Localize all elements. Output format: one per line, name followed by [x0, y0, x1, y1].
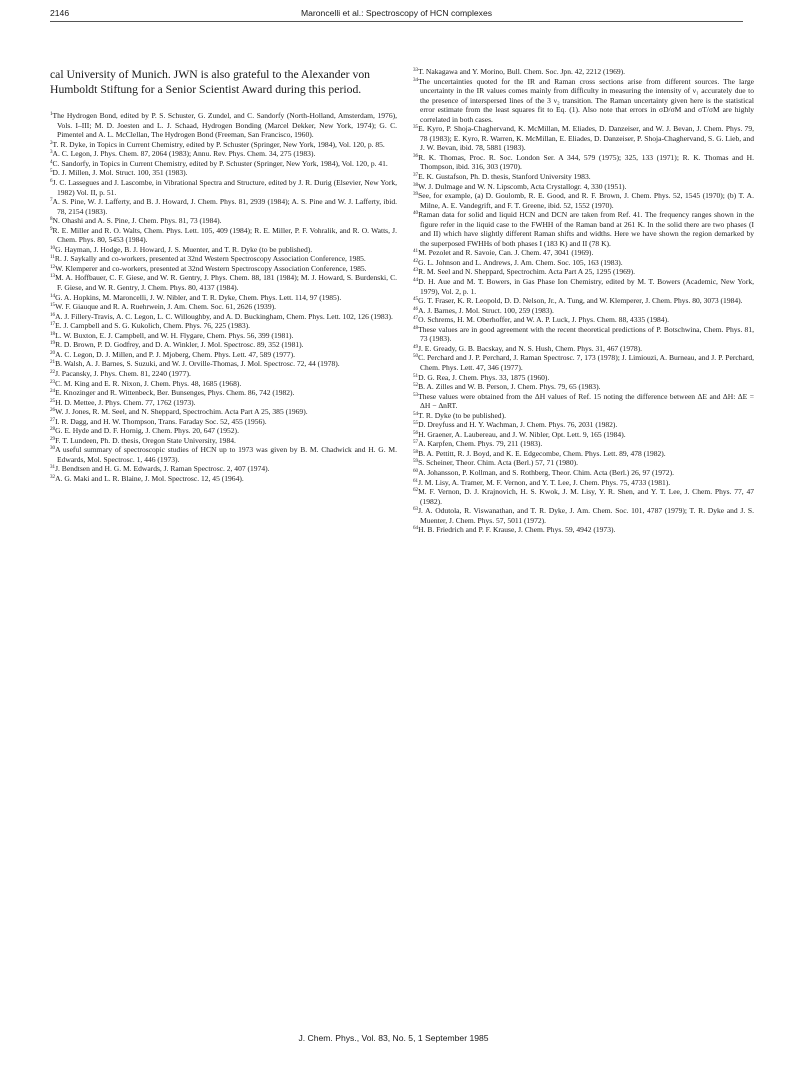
reference-text: W. F. Giauque and R. A. Ruehrwein, J. Am. Chem. Soc. 61, 2626 (1939). — [55, 302, 276, 312]
reference-number: 3 — [50, 149, 53, 156]
reference-number: 7 — [50, 197, 53, 204]
reference-number: 39 — [413, 191, 419, 198]
reference-text: O. Schrems, H. M. Oberhoffer, and W. A. P. Luck, J. Phys. Chem. 88, 4335 (1984). — [418, 315, 669, 325]
reference-text: E. K. Gustafson, Ph. D. thesis, Stanford University 1983. — [418, 172, 591, 182]
reference-item — [50, 168, 397, 178]
reference-text: C. M. King and E. R. Nixon, J. Chem. Phys. 48, 1685 (1968). — [55, 378, 242, 388]
reference-text: These values were obtained from the ΔH values of Ref. 15 noting the difference between ΔE and ΔH: ΔE = ΔH − ΔnRT. — [418, 391, 754, 411]
reference-text: The uncertainties quoted for the IR and Raman cross sections arise from different sources. The large uncertainty in the IR values comes mainly from difficulty in measuring the intensity of ν₁ accurately due to the presence of interspersed lines of the 3 ν₂ transition. The Raman uncertainty given here is the statistical error estimate from the least squares fit to Eq. (1). Also note that errors in σD/σM and σT/σM are highly correlated in both cases. — [418, 76, 754, 124]
reference-number: 12 — [50, 263, 56, 270]
reference-item — [50, 216, 397, 226]
reference-number: 6 — [50, 178, 53, 185]
reference-item — [413, 191, 754, 210]
reference-text: T. Nakagawa and Y. Morino, Bull. Chem. Soc. Jpn. 42, 2212 (1969). — [418, 67, 626, 76]
reference-number: 29 — [50, 435, 56, 442]
reference-text: A. Karpfen, Chem. Phys. 79, 211 (1983). — [418, 439, 543, 449]
reference-number: 58 — [413, 448, 419, 455]
reference-item — [50, 445, 397, 464]
reference-text: J. M. Lisy, A. Tramer, M. F. Vernon, and Y. T. Lee, J. Chem. Phys. 75, 4733 (1981). — [418, 477, 671, 487]
reference-number: 27 — [50, 416, 56, 423]
reference-text: A. Johansson, P. Kollman, and S. Rothberg, Theor. Chim. Acta (Berl.) 26, 97 (1972). — [418, 467, 674, 477]
reference-number: 28 — [50, 426, 56, 433]
reference-number: 48 — [413, 324, 419, 331]
reference-item — [413, 525, 754, 535]
reference-item — [50, 417, 397, 427]
reference-item — [50, 254, 397, 264]
reference-item — [413, 258, 754, 268]
reference-item — [413, 430, 754, 440]
reference-item — [413, 325, 754, 344]
reference-number: 57 — [413, 439, 419, 446]
reference-item — [50, 245, 397, 255]
reference-text: W. J. Dulmage and W. N. Lipscomb, Acta Crystallogr. 4, 330 (1951). — [418, 181, 627, 191]
reference-item — [413, 392, 754, 411]
reference-text: J. A. Odutola, R. Viswanathan, and T. R. Dyke, J. Am. Chem. Soc. 101, 4787 (1979); T. R. Dyke and J. S. Muenter, J. Chem. Phys. 57, 5011 (1972). — [418, 506, 754, 525]
reference-item — [413, 153, 754, 172]
reference-number: 10 — [50, 244, 56, 251]
reference-text: C. Perchard and J. P. Perchard, J. Raman Spectrosc. 7, 173 (1978); J. Limiouzi, A. Burneau, and J. P. Perchard, Chem. Phys. Lett. 47, 346 (1977). — [418, 353, 754, 372]
reference-item — [413, 411, 754, 421]
reference-number: 36 — [413, 152, 419, 159]
reference-number: 8 — [50, 216, 53, 223]
reference-text: G. T. Fraser, K. R. Leopold, D. D. Nelson, Jr., A. Tung, and W. Klemperer, J. Chem. Phys. 80, 3073 (1984). — [418, 296, 743, 306]
reference-item — [50, 197, 397, 216]
reference-item — [413, 439, 754, 449]
reference-item — [413, 382, 754, 392]
reference-number: 40 — [413, 210, 419, 217]
reference-text: Raman data for solid and liquid HCN and DCN are taken from Ref. 41. The frequency ranges shown in the figure refer in the liquid case to the FWHH of the Raman band at 261 K. In the solid there are two phases (I and II) which have slightly different Raman shifts and widths. Here we have shown the region demarked by the superposed FWHHs of both phases I (183 K) and II (78 K). — [418, 210, 754, 248]
reference-text: G. E. Hyde and D. F. Hornig, J. Chem. Phys. 20, 647 (1952). — [55, 426, 239, 436]
reference-number: 23 — [50, 378, 56, 385]
reference-text: S. Scheiner, Theor. Chim. Acta (Berl.) 57, 71 (1980). — [418, 458, 578, 468]
reference-text: C. Sandorfy, in Topics in Current Chemistry, edited by P. Schuster (Springer, New York, 1984), Vol. 120, p. 41. — [52, 158, 388, 168]
reference-item — [50, 111, 397, 140]
reference-list-right — [413, 67, 754, 535]
reference-text: T. R. Dyke, in Topics in Current Chemistry, edited by P. Schuster (Springer, New York, 1984), Vol. 120, p. 85. — [52, 139, 385, 149]
running-header — [50, 7, 743, 22]
reference-text: H. B. Friedrich and P. F. Krause, J. Chem. Phys. 59, 4942 (1973). — [418, 525, 616, 535]
reference-text: G. A. Hopkins, M. Maroncelli, J. W. Nibler, and T. R. Dyke, Chem. Phys. Lett. 114, 97 (1985). — [55, 292, 342, 302]
reference-item — [50, 321, 397, 331]
reference-text: I. R. Dagg, and H. W. Thompson, Trans. Faraday Soc. 52, 455 (1956). — [55, 416, 267, 426]
reference-item — [50, 340, 397, 350]
running-head-title: Maroncelli et al.: Spectroscopy of HCN complexes — [300, 8, 493, 18]
reference-number: 34 — [413, 76, 419, 83]
reference-item — [50, 178, 397, 197]
reference-item — [50, 273, 397, 292]
reference-text: R. J. Saykally and co-workers, presented at 32nd Western Spectroscopy Association Conference, 1985. — [54, 254, 366, 264]
reference-number: 63 — [413, 506, 419, 513]
reference-number: 45 — [413, 296, 419, 303]
reference-item — [50, 331, 397, 341]
reference-number: 37 — [413, 172, 419, 179]
reference-text: J. C. Lassegues and J. Lascombe, in Vibrational Spectra and Structure, edited by J. R. Durig (Elsevier, New York, 1982) Vol. II, p. 51. — [52, 178, 397, 197]
reference-text: D. J. Millen, J. Mol. Struct. 100, 351 (1983). — [52, 168, 188, 178]
reference-text: H. D. Mettee, J. Phys. Chem. 77, 1762 (1973). — [55, 397, 196, 407]
reference-text: G. L. Johnson and L. Andrews, J. Am. Chem. Soc. 105, 163 (1983). — [418, 257, 623, 267]
reference-number: 14 — [50, 292, 56, 299]
reference-text: B. A. Zilles and W. B. Person, J. Chem. Phys. 79, 65 (1983). — [418, 382, 601, 392]
page-number: 2146 — [50, 8, 70, 18]
reference-item — [50, 264, 397, 274]
reference-item — [413, 67, 754, 77]
reference-item — [413, 458, 754, 468]
reference-text: D. H. Aue and M. T. Bowers, in Gas Phase Ion Chemistry, edited by M. T. Bowers (Academic, New York, 1979), Vol. 2, p. 1. — [418, 277, 754, 296]
reference-text: A. J. Barnes, J. Mol. Struct. 100, 259 (1983). — [418, 305, 554, 315]
reference-item — [50, 302, 397, 312]
reference-number: 9 — [50, 225, 53, 232]
reference-item — [50, 407, 397, 417]
reference-text: R. E. Miller and R. O. Walts, Chem. Phys. Lett. 105, 409 (1984); R. E. Miller, P. F. Vohralik, and R. O. Watts, J. Chem. Phys. 80, 5453 (1984). — [52, 225, 397, 245]
reference-item — [50, 369, 397, 379]
reference-text: A. J. Fillery-Travis, A. C. Legon, L. C. Willoughby, and A. D. Buckingham, Chem. Phys. Lett. 102, 126 (1983). — [55, 311, 393, 321]
reference-item — [413, 248, 754, 258]
reference-item — [413, 487, 754, 506]
reference-number: 55 — [413, 420, 419, 427]
reference-text: W. J. Jones, R. M. Seel, and N. Sheppard, Spectrochim. Acta Part A 25, 385 (1969). — [55, 407, 308, 417]
reference-item — [413, 306, 754, 316]
reference-number: 22 — [50, 368, 56, 375]
reference-item — [50, 226, 397, 245]
reference-item — [413, 420, 754, 430]
reference-item — [413, 468, 754, 478]
reference-text: N. Ohashi and A. S. Pine, J. Chem. Phys. 81, 73 (1984). — [52, 216, 222, 226]
right-column — [413, 67, 754, 535]
reference-number: 64 — [413, 525, 419, 532]
reference-item — [413, 296, 754, 306]
reference-item — [413, 182, 754, 192]
reference-text: A. S. Pine, W. J. Lafferty, and B. J. Howard, J. Chem. Phys. 81, 2939 (1984); A. S. Pine and W. J. Lafferty, ibid. 78, 2154 (1983). — [52, 197, 397, 216]
reference-number: 18 — [50, 330, 56, 337]
reference-list-left — [50, 111, 397, 483]
reference-item — [50, 464, 397, 474]
reference-item — [413, 124, 754, 153]
reference-item — [413, 267, 754, 277]
reference-text: J. Pacansky, J. Phys. Chem. 81, 2240 (1977). — [55, 368, 191, 378]
reference-text: The Hydrogen Bond, edited by P. S. Schuster, G. Zundel, and C. Sandorfy (North-Holland, Amsterdam, 1976), Vols. I–III; M. D. Joesten and L. J. Schaad, Hydrogen Bonding (Marcel Dekker, New York, 1974); G. C. Pimentel and A. L. McClellan, The Hydrogen Bond (Freeman, San Francisco, 1960). — [52, 111, 397, 140]
reference-number: 41 — [413, 248, 419, 255]
reference-number: 21 — [50, 359, 56, 366]
reference-text: J. Bendtsen and H. G. M. Edwards, J. Raman Spectrosc. 2, 407 (1974). — [55, 464, 270, 474]
reference-item — [413, 506, 754, 525]
reference-number: 33 — [413, 67, 419, 73]
journal-footer: J. Chem. Phys., Vol. 83, No. 5, 1 September 1985 — [298, 1033, 489, 1043]
reference-number: 11 — [50, 254, 55, 261]
reference-text: A. C. Legon, J. Phys. Chem. 87, 2064 (1983); Annu. Rev. Phys. Chem. 34, 275 (1983). — [52, 149, 316, 159]
reference-text: L. W. Buxton, E. J. Campbell, and W. H. Flygare, Chem. Phys. 56, 399 (1981). — [55, 330, 294, 340]
reference-item — [413, 449, 754, 459]
reference-number: 26 — [50, 407, 56, 414]
reference-text: M. F. Vernon, D. J. Krajnovich, H. S. Kwok, J. M. Lisy, Y. R. Shen, and Y. T. Lee, J. Chem. Phys. 77, 47 (1982). — [418, 487, 754, 506]
reference-item — [413, 315, 754, 325]
reference-text: See, for example, (a) D. Goulomb, R. E. Good, and R. F. Brown, J. Chem. Phys. 52, 1545 (1970); (b) T. A. Milne, A. E. Vandegrift, and F. T. Greene, ibid. 52, 1552 (1970). — [418, 191, 754, 210]
acknowledgment-text: cal University of Munich. JWN is also grateful to the Alexander von Humboldt Stiftung for a Senior Scientist Award during this period. — [50, 68, 371, 97]
reference-text: A. G. Maki and L. R. Blaine, J. Mol. Spectrosc. 12, 45 (1964). — [55, 473, 244, 483]
reference-item — [50, 426, 397, 436]
reference-text: R. K. Thomas, Proc. R. Soc. London Ser. A 344, 579 (1975); 325, 133 (1971); R. K. Thomas and H. Thompson, ibid. 316, 303 (1970). — [418, 152, 754, 172]
reference-number: 49 — [413, 343, 419, 350]
reference-number: 47 — [413, 315, 419, 322]
reference-item — [50, 359, 397, 369]
reference-number: 31 — [50, 464, 56, 471]
reference-number: 51 — [413, 372, 419, 379]
reference-number: 13 — [50, 273, 56, 280]
reference-item — [413, 172, 754, 182]
reference-number: 38 — [413, 181, 419, 188]
reference-text: These values are in good agreement with the recent theoretical predictions of P. Botschwina, Chem. Phys. 81, 73 (1983). — [418, 324, 754, 344]
reference-number: 60 — [413, 467, 419, 474]
reference-number: 15 — [50, 302, 56, 309]
reference-item — [413, 344, 754, 354]
reference-item — [50, 436, 397, 446]
reference-text: D. Dreyfuss and H. Y. Wachman, J. Chem. Phys. 76, 2031 (1982). — [418, 420, 618, 430]
reference-text: A useful summary of spectroscopic studies of HCN up to 1973 was given by B. M. Chadwick and H. G. M. Edwards, Mol. Spectrosc. 1, 446 (1973). — [55, 445, 397, 464]
reference-text: E. J. Campbell and S. G. Kukolich, Chem. Phys. 76, 225 (1983). — [55, 321, 251, 331]
reference-text: A. C. Legon, D. J. Millen, and P. J. Mjoberg, Chem. Phys. Lett. 47, 589 (1977). — [55, 349, 295, 359]
reference-text: W. Klemperer and co-workers, presented at 32nd Western Spectroscopy Association Conference, 1985. — [55, 263, 367, 273]
reference-item — [50, 474, 397, 484]
reference-item — [413, 210, 754, 248]
reference-item — [50, 398, 397, 408]
reference-text: F. T. Lundeen, Ph. D. thesis, Oregon State University, 1984. — [55, 435, 236, 445]
reference-number: 54 — [413, 410, 419, 417]
reference-number: 30 — [50, 445, 56, 452]
reference-item — [50, 350, 397, 360]
reference-number: 43 — [413, 267, 419, 274]
reference-number: 2 — [50, 139, 53, 146]
left-column — [50, 67, 397, 484]
reference-number: 5 — [50, 168, 53, 175]
reference-number: 20 — [50, 349, 56, 356]
reference-item — [50, 159, 397, 169]
reference-item — [413, 77, 754, 125]
reference-number: 62 — [413, 487, 419, 494]
reference-number: 17 — [50, 321, 56, 328]
reference-text: B. Walsh, A. J. Barnes, S. Suzuki, and W. J. Orville-Thomas, J. Mol. Spectrosc. 72, 44 (1978). — [55, 359, 340, 369]
reference-number: 35 — [413, 124, 419, 131]
reference-text: E. Knozinger and R. Wittenbeck, Ber. Bunsenges, Phys. Chem. 86, 742 (1982). — [55, 388, 295, 398]
reference-item — [413, 373, 754, 383]
reference-number: 19 — [50, 340, 56, 347]
reference-text: R. M. Seel and N. Sheppard, Spectrochim. Acta Part A 25, 1295 (1969). — [418, 267, 636, 277]
reference-number: 53 — [413, 391, 419, 398]
reference-text: E. Kyro, P. Shoja-Chaghervand, K. McMillan, M. Eliades, D. Danzeiser, and W. J. Bevan, J. Chem. Phys. 79, 78 (1983); E. Kyro, R. Warren, K. McMillan, E. Eliades, D. Danzeiser, P. Shoja-Chaghervand, S. G. Lieb, and J. W. Bevan, ibid. 78, 5881 (1983). — [418, 124, 754, 153]
reference-text: J. E. Gready, G. B. Bacskay, and N. S. Hush, Chem. Phys. 31, 467 (1978). — [418, 343, 643, 353]
reference-text: R. D. Brown, P. D. Godfrey, and D. A. Winkler, J. Mol. Spectrosc. 89, 352 (1981). — [55, 340, 304, 350]
reference-text: T. R. Dyke (to be published). — [418, 410, 506, 420]
reference-number: 4 — [50, 158, 53, 165]
reference-text: G. Hayman, J. Hodge, B. J. Howard, J. S. Muenter, and T. R. Dyke (to be published). — [55, 244, 313, 254]
reference-text: D. G. Rea, J. Chem. Phys. 33, 1875 (1960). — [418, 372, 550, 382]
reference-item — [413, 478, 754, 488]
reference-item — [50, 379, 397, 389]
reference-number: 1 — [50, 111, 53, 118]
reference-text: H. Graener, A. Laubereau, and J. W. Nibler, Opt. Lett. 9, 165 (1984). — [418, 429, 626, 439]
reference-item — [50, 312, 397, 322]
reference-text: M. Pezolet and R. Savoie, Can. J. Chem. 47, 3041 (1969). — [418, 248, 594, 258]
reference-text: B. A. Pettitt, R. J. Boyd, and K. E. Edgecombe, Chem. Phys. Lett. 89, 478 (1982). — [418, 448, 666, 458]
reference-number: 56 — [413, 429, 419, 436]
reference-number: 50 — [413, 353, 419, 360]
reference-number: 52 — [413, 382, 419, 389]
reference-number: 46 — [413, 305, 419, 312]
reference-number: 61 — [413, 477, 419, 484]
reference-number: 25 — [50, 397, 56, 404]
reference-number: 32 — [50, 473, 56, 480]
reference-text: M. A. Hoffbauer, C. F. Giese, and W. R. Gentry, J. Phys. Chem. 88, 181 (1984); M. J. Howard, S. Burdenski, C. F. Giese, and W. R. Gentry, J. Chem. Phys. 80, 4137 (1984). — [55, 273, 397, 293]
reference-item — [50, 140, 397, 150]
reference-item — [413, 277, 754, 296]
reference-number: 16 — [50, 311, 56, 318]
reference-number: 44 — [413, 277, 419, 284]
reference-item — [50, 293, 397, 303]
reference-item — [413, 353, 754, 372]
reference-item — [50, 388, 397, 398]
reference-item — [50, 149, 397, 159]
reference-number: 59 — [413, 458, 419, 465]
reference-number: 42 — [413, 257, 419, 264]
reference-number: 24 — [50, 388, 56, 395]
